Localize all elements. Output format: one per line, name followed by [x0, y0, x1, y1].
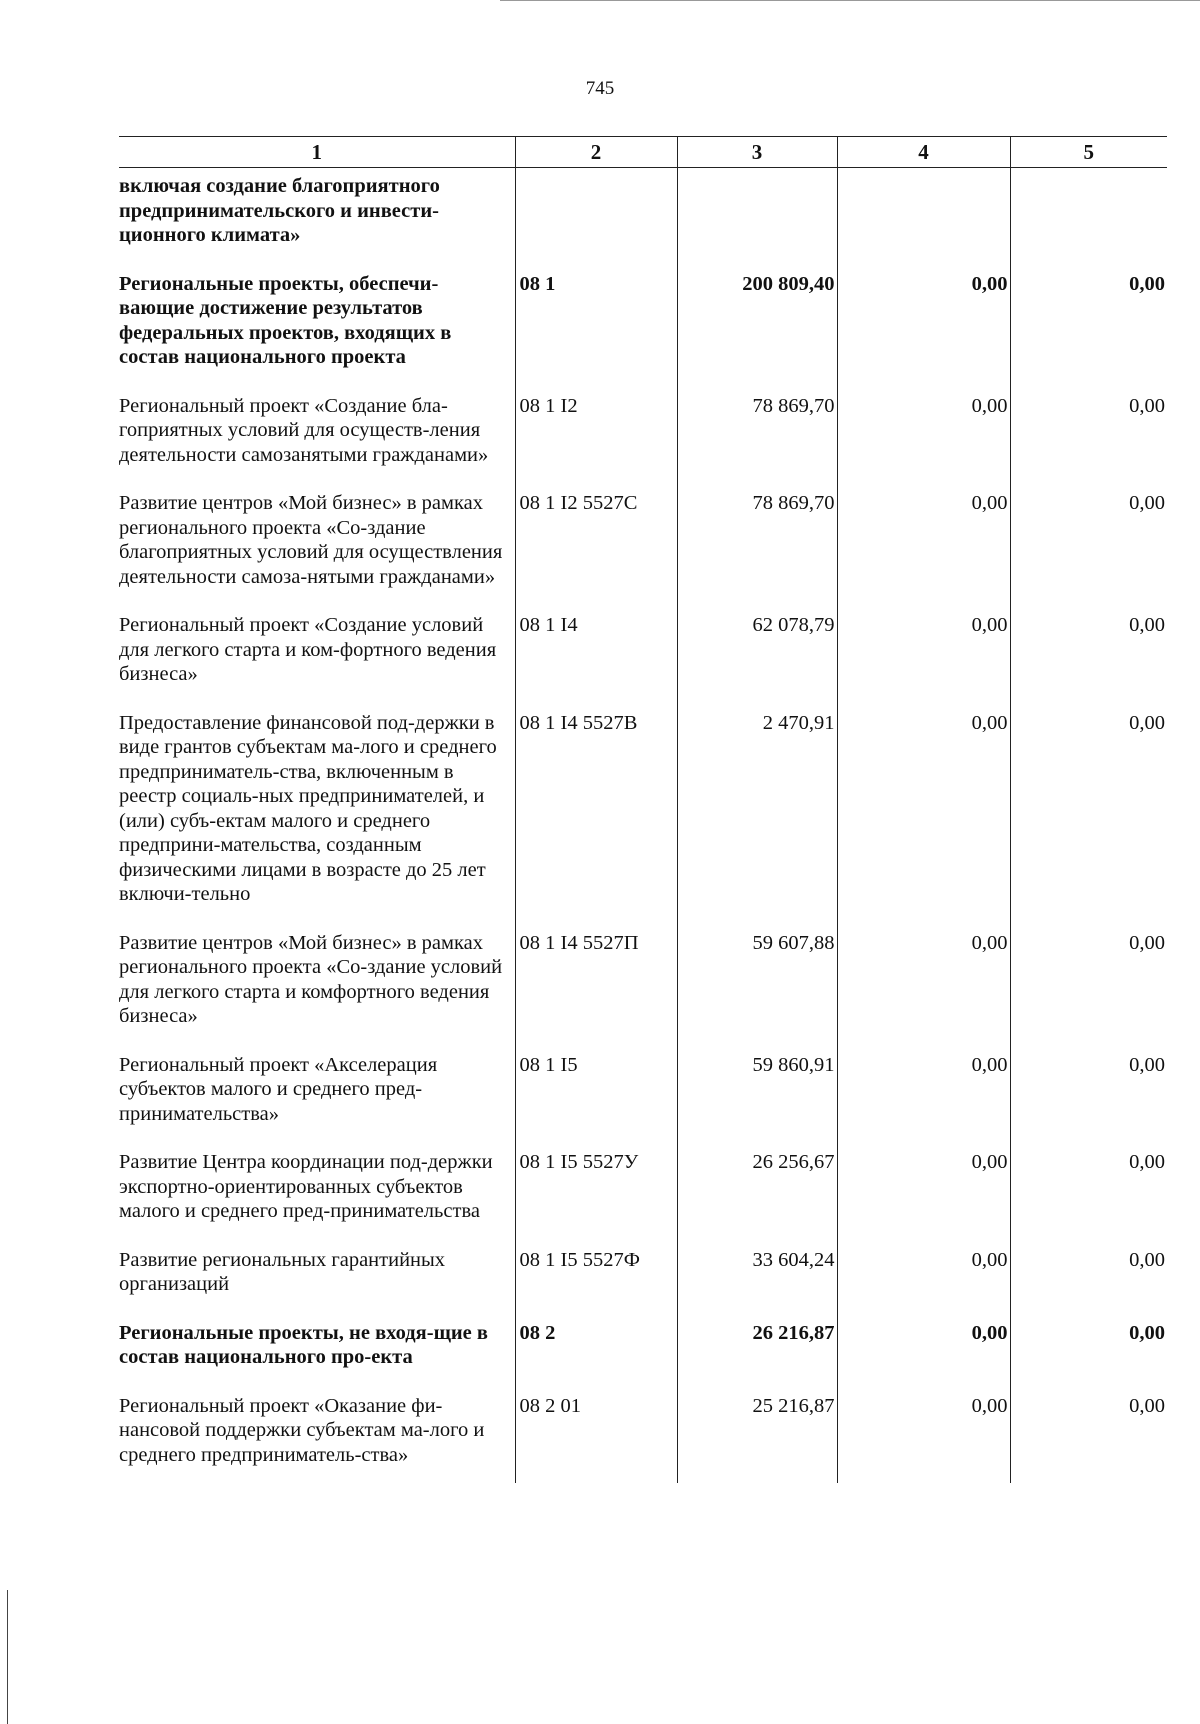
row-code-cell: 08 1 I4 5527В	[515, 703, 677, 923]
row-value-col4	[837, 168, 1010, 264]
row-value-col4: 0,00	[837, 264, 1010, 386]
row-value-col4: 0,00	[837, 1045, 1010, 1143]
row-name-cell: включая создание благоприятного предпринимательского и инвести-ционного климата»	[119, 175, 440, 246]
table-row	[119, 1240, 1167, 1313]
row-code-cell: 08 1 I5	[515, 1045, 677, 1143]
table-row	[119, 923, 1167, 1045]
row-value-col5: 0,00	[1010, 386, 1167, 484]
row-value-col5: 0,00	[1010, 264, 1167, 386]
row-code-cell: 08 1 I2	[515, 386, 677, 484]
row-value-col4: 0,00	[837, 1240, 1010, 1313]
row-name-cell: Развитие региональных гарантийных организаций	[119, 1248, 446, 1295]
row-value-col5: 0,00	[1010, 483, 1167, 605]
row-value-col5: 0,00	[1010, 1240, 1167, 1313]
row-code-cell: 08 1 I5 5527Ф	[515, 1240, 677, 1313]
scan-top-rule	[500, 0, 1200, 1]
row-name-cell: Региональный проект «Акселерация субъектов малого и среднего пред-принимательства»	[119, 1053, 438, 1125]
row-name-cell: Региональный проект «Создание условий для легкого старта и ком-фортного ведения бизнеса»	[119, 614, 497, 685]
page-number: 745	[585, 78, 615, 99]
row-value-col3: 25 216,87	[677, 1386, 837, 1484]
row-value-col4: 0,00	[837, 386, 1010, 484]
row-value-col5: 0,00	[1010, 1142, 1167, 1240]
row-value-col3: 33 604,24	[677, 1240, 837, 1313]
row-code-cell: 08 1 I4 5527П	[515, 923, 677, 1045]
row-name-cell: Предоставление финансовой под-держки в виде грантов субъектам ма-лого и среднего предприниматель-ства, включенным в реестр социаль-ных предпринимателей, и (или) субъ-ектам малого и среднего предприни-мательства, созданным физическими лицами в возрасте до 25 лет включи-тельно	[119, 711, 497, 905]
row-code-cell: 08 2	[515, 1313, 677, 1386]
row-value-col5	[1010, 168, 1167, 264]
row-value-col4: 0,00	[837, 1313, 1010, 1386]
row-code-cell: 08 1 I5 5527У	[515, 1142, 677, 1240]
row-value-col3: 62 078,79	[677, 605, 837, 703]
row-code-cell	[515, 168, 677, 264]
row-value-col3: 78 869,70	[677, 483, 837, 605]
row-value-col3: 78 869,70	[677, 386, 837, 484]
row-name-cell: Развитие центров «Мой бизнес» в рамках регионального проекта «Со-здание условий для легкого старта и комфортного ведения бизнеса»	[119, 931, 503, 1027]
table-row	[119, 1045, 1167, 1143]
table-row	[119, 1313, 1167, 1386]
budget-table	[119, 136, 1167, 1483]
table-row	[119, 386, 1167, 484]
row-name-cell: Развитие центров «Мой бизнес» в рамках регионального проекта «Со-здание благоприятных условий для осуществления деятельности самоза-нятыми гражданами»	[119, 492, 503, 588]
row-value-col3: 2 470,91	[677, 703, 837, 923]
row-name-cell: Региональные проекты, не входя-щие в состав национального про-екта	[119, 1321, 488, 1368]
row-value-col5: 0,00	[1010, 1045, 1167, 1143]
table-header-row	[119, 137, 1167, 168]
table-row	[119, 1142, 1167, 1240]
row-value-col3	[677, 168, 837, 264]
row-value-col4: 0,00	[837, 483, 1010, 605]
row-value-col3: 26 256,67	[677, 1142, 837, 1240]
column-header-2: 2	[515, 137, 677, 168]
row-value-col3: 59 860,91	[677, 1045, 837, 1143]
row-value-col4: 0,00	[837, 1142, 1010, 1240]
row-value-col4: 0,00	[837, 923, 1010, 1045]
row-value-col3: 59 607,88	[677, 923, 837, 1045]
row-value-col4: 0,00	[837, 1386, 1010, 1484]
row-value-col3: 200 809,40	[677, 264, 837, 386]
row-value-col4: 0,00	[837, 605, 1010, 703]
row-name-cell: Региональный проект «Оказание фи-нансовой поддержки субъектам ма-лого и среднего предприниматель-ства»	[119, 1394, 485, 1466]
row-value-col3: 26 216,87	[677, 1313, 837, 1386]
row-value-col5: 0,00	[1010, 1313, 1167, 1386]
row-name-cell: Региональные проекты, обеспечи-вающие достижение результатов федеральных проектов, входящих в состав национального проекта	[119, 272, 452, 368]
row-value-col5: 0,00	[1010, 605, 1167, 703]
row-value-col5: 0,00	[1010, 703, 1167, 923]
column-header-5: 5	[1010, 137, 1167, 168]
row-name-cell: Региональный проект «Создание бла-гоприятных условий для осуществ-ления деятельности самозанятыми гражданами»	[119, 394, 489, 466]
row-code-cell: 08 1 I2 5527С	[515, 483, 677, 605]
table-row	[119, 168, 1167, 264]
table-row	[119, 703, 1167, 923]
row-value-col5: 0,00	[1010, 923, 1167, 1045]
table-body	[119, 168, 1167, 1484]
column-header-3: 3	[677, 137, 837, 168]
row-value-col5: 0,00	[1010, 1386, 1167, 1484]
table-row	[119, 1386, 1167, 1484]
column-header-1: 1	[119, 137, 515, 168]
table-row	[119, 483, 1167, 605]
column-header-4: 4	[837, 137, 1010, 168]
row-code-cell: 08 2 01	[515, 1386, 677, 1484]
row-code-cell: 08 1 I4	[515, 605, 677, 703]
scan-left-rule	[7, 1590, 8, 1724]
row-code-cell: 08 1	[515, 264, 677, 386]
row-name-cell: Развитие Центра координации под-держки экспортно-ориентированных субъектов малого и среднего пред-принимательства	[119, 1151, 493, 1222]
row-value-col4: 0,00	[837, 703, 1010, 923]
table-row	[119, 264, 1167, 386]
table-row	[119, 605, 1167, 703]
